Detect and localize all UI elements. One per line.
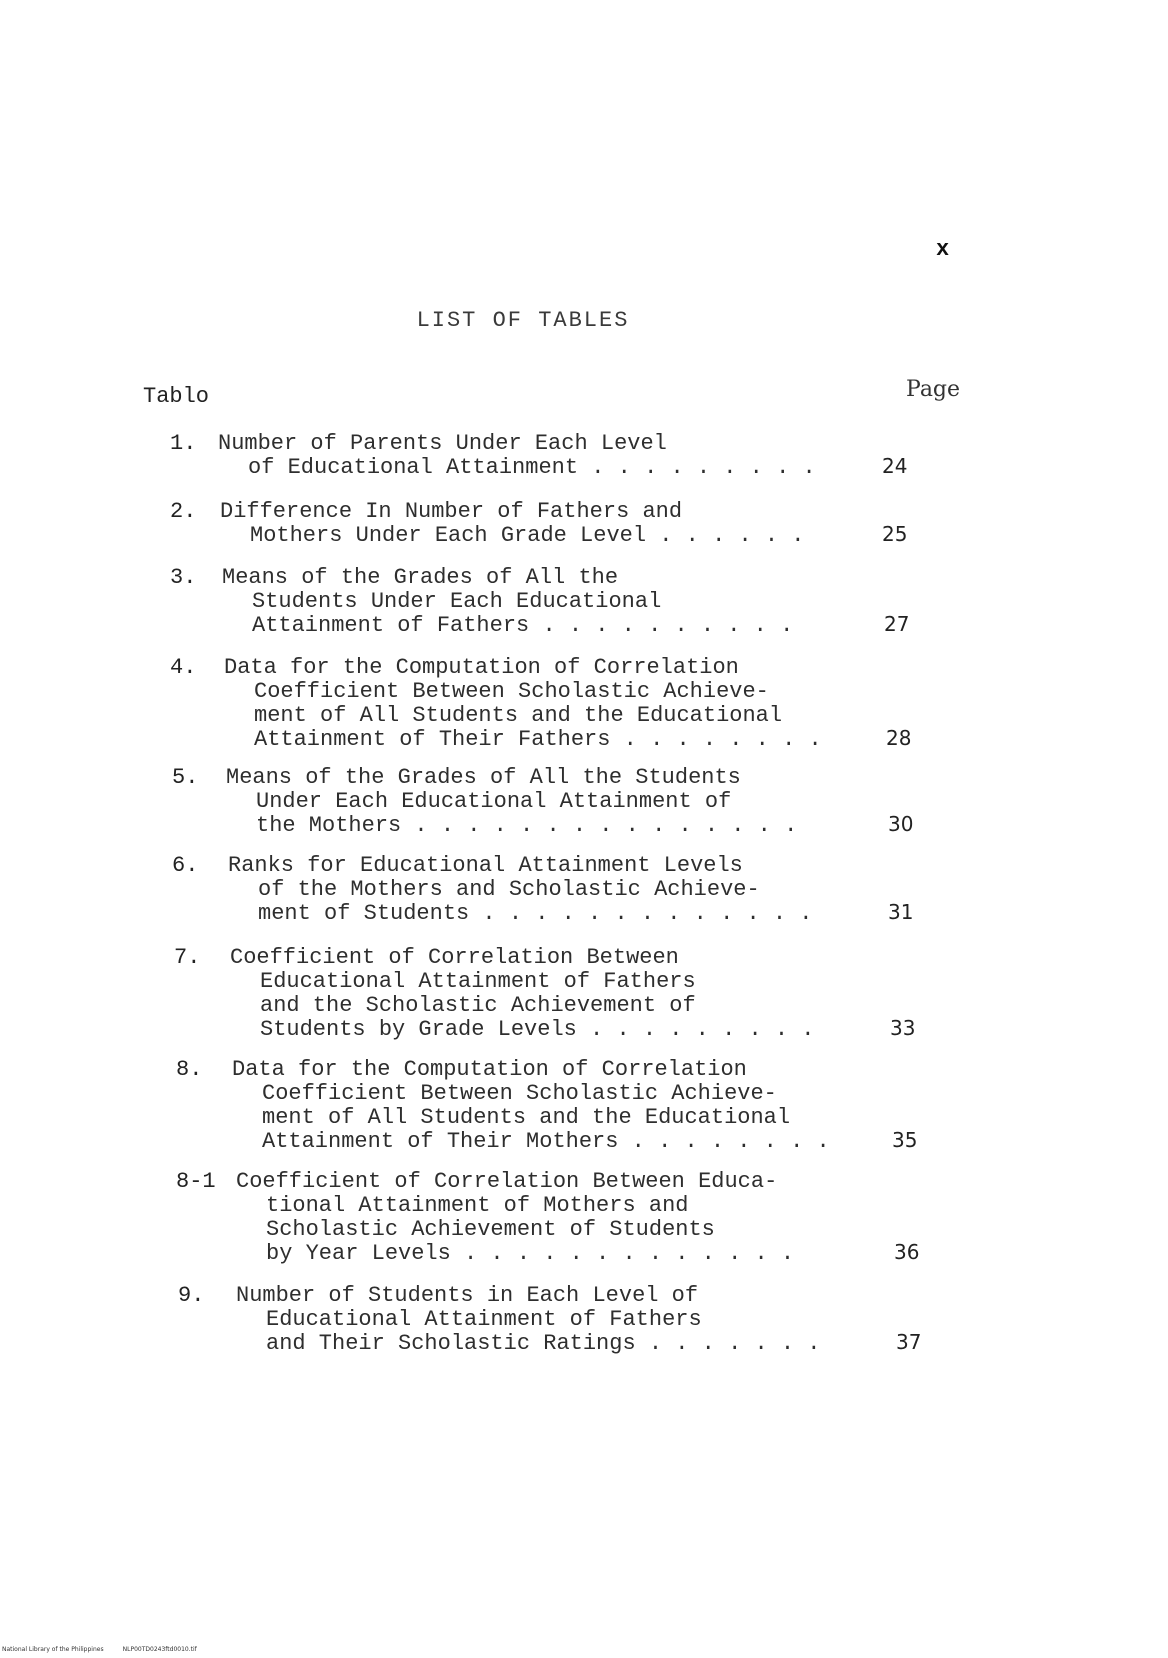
toc-entry-line: Educational Attainment of Fathers (260, 969, 696, 994)
footer-library: National Library of the Philippines (2, 1646, 104, 1653)
toc-entry-page: 31 (888, 900, 914, 924)
toc-entry-line: Number of Students in Each Level of (236, 1283, 699, 1308)
toc-entry-line: Mothers Under Each Grade Level . . . . . . (250, 523, 805, 548)
toc-entry-line: Students by Grade Levels . . . . . . . . . (260, 1017, 815, 1042)
toc-entry-line: Data for the Computation of Correlation (224, 655, 739, 680)
toc-entry-line: Coefficient Between Scholastic Achieve- (254, 679, 769, 704)
toc-entry-line: Means of the Grades of All the Students (226, 765, 741, 790)
toc-entry-line: by Year Levels . . . . . . . . . . . . . (266, 1241, 795, 1266)
toc-entry-line: Scholastic Achievement of Students (266, 1217, 715, 1242)
toc-entry-page: 37 (896, 1330, 922, 1354)
toc-entry-number: 2. (170, 499, 197, 524)
toc-entry-line: Under Each Educational Attainment of (256, 789, 732, 814)
toc-entry-page: 36 (894, 1240, 920, 1264)
toc-entry-line: Educational Attainment of Fathers (266, 1307, 702, 1332)
footer-file: NLP00TD0243ftd0010.tif (122, 1646, 197, 1653)
toc-entry-page: 27 (884, 612, 910, 636)
page-title: LIST OF TABLES (416, 308, 630, 333)
footer (2, 1646, 197, 1653)
toc-entry-page: 35 (892, 1128, 918, 1152)
toc-entry-number: 3. (170, 565, 197, 590)
toc-entry-line: Coefficient Between Scholastic Achieve- (262, 1081, 777, 1106)
toc-entry-line: and Their Scholastic Ratings . . . . . . . (266, 1331, 821, 1356)
toc-entry-line: Attainment of Their Fathers . . . . . . . . (254, 727, 822, 752)
toc-entry-page: 24 (882, 454, 908, 478)
toc-entry-number: 5. (172, 765, 199, 790)
toc-entry-line: of the Mothers and Scholastic Achieve- (258, 877, 760, 902)
toc-entry-number: 4. (170, 655, 197, 680)
toc-entry-page: 28 (886, 726, 912, 750)
toc-entry-line: the Mothers . . . . . . . . . . . . . . . (256, 813, 798, 838)
toc-entry-line: ment of All Students and the Educational (254, 703, 783, 728)
toc-entry-page: 30 (888, 812, 914, 836)
toc-entry-page: 25 (882, 522, 908, 546)
toc-entry-line: ment of All Students and the Educational (262, 1105, 791, 1130)
toc-entry-line: Attainment of Their Mothers . . . . . . . . (262, 1129, 830, 1154)
toc-entry-line: Number of Parents Under Each Level (218, 431, 667, 456)
toc-entry-line: Ranks for Educational Attainment Levels (228, 853, 743, 878)
toc-entry-line: ment of Students . . . . . . . . . . . . . (258, 901, 813, 926)
toc-entry-number: 7. (174, 945, 201, 970)
toc-entry-line: Difference In Number of Fathers and (220, 499, 683, 524)
toc-entry-line: Data for the Computation of Correlation (232, 1057, 747, 1082)
toc-entry-number: 1. (170, 431, 197, 456)
column-header-page: Page (906, 377, 961, 402)
toc-entry-number: 9. (178, 1283, 205, 1308)
column-header-table: Tablo (143, 384, 210, 409)
toc-entry-line: Coefficient of Correlation Between (230, 945, 679, 970)
toc-entry-number: 8. (176, 1057, 203, 1082)
toc-entry-line: of Educational Attainment . . . . . . . . . (248, 455, 816, 480)
toc-entry-line: Coefficient of Correlation Between Educa- (236, 1169, 778, 1194)
toc-entry-line: Attainment of Fathers . . . . . . . . . . (252, 613, 794, 638)
toc-entry-line: Means of the Grades of All the (222, 565, 619, 590)
toc-entry-line: tional Attainment of Mothers and (266, 1193, 689, 1218)
toc-entry-line: Students Under Each Educational (252, 589, 662, 614)
toc-entry-line: and the Scholastic Achievement of (260, 993, 696, 1018)
toc-entry-number: 6. (172, 853, 199, 878)
toc-entry-number: 8-1 (176, 1169, 216, 1194)
toc-entry-page: 33 (890, 1016, 916, 1040)
page-number: x (936, 237, 950, 262)
